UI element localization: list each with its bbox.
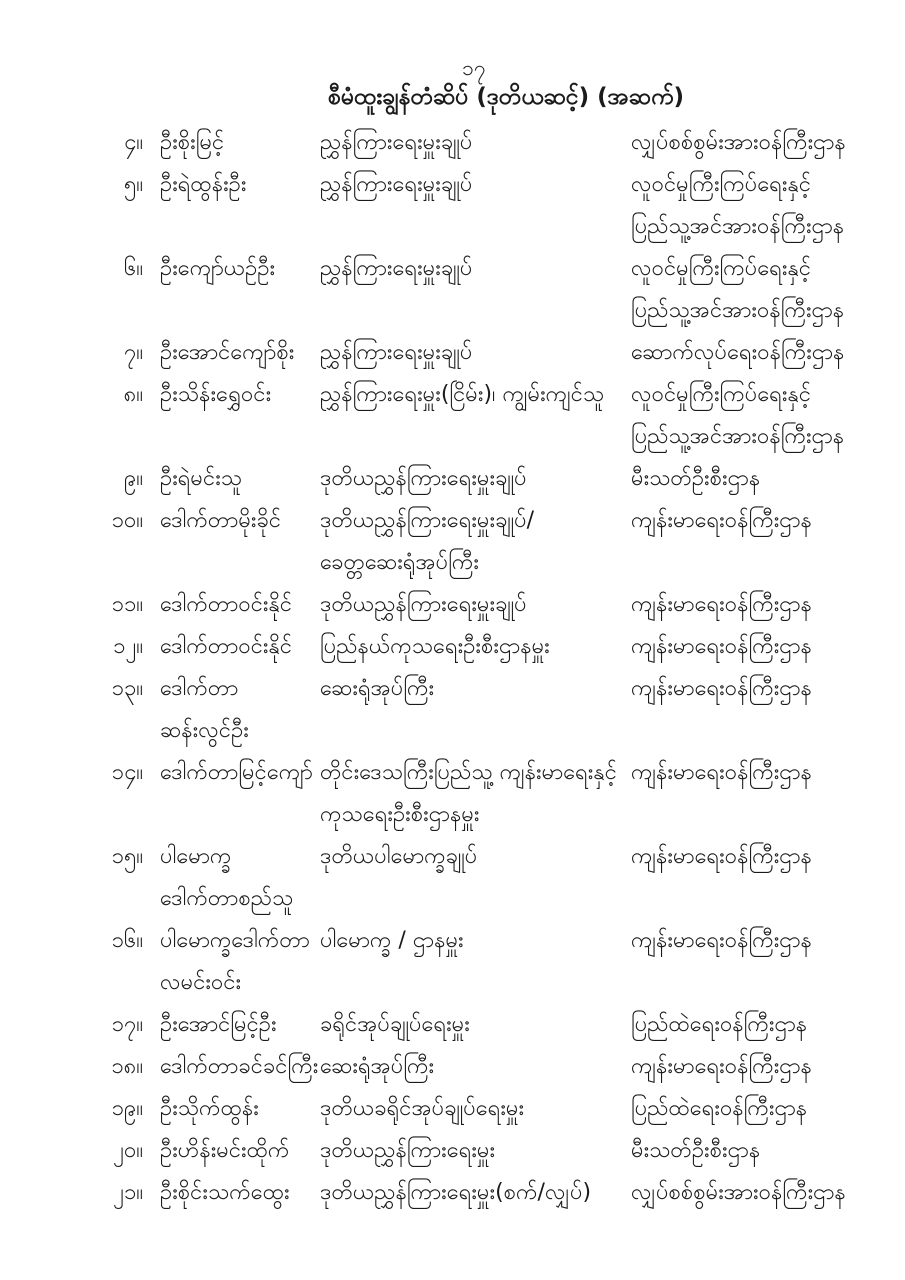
row-number: ၁၇။ — [111, 1012, 143, 1037]
row-number: ၇။ — [123, 340, 143, 365]
department-line: ပြည်ထဲရေးဝန်ကြီးဌာန — [631, 1096, 808, 1121]
row-number-cell — [0, 1046, 143, 1088]
row-number-cell — [0, 164, 143, 206]
position-line: ကုသရေးဦးစီးဌာနမှူး — [320, 802, 480, 827]
position-line: ညွှန်ကြားရေးမှူးချုပ် — [320, 172, 473, 197]
name-line: ဆန်းလွင်ဦး — [160, 718, 249, 743]
position-line: တိုင်းဒေသကြီးပြည်သူ့ ကျန်းမာရေးနှင့် — [320, 760, 617, 785]
name-line: ဒေါက်တာခင်ခင်ကြီး — [160, 1054, 319, 1079]
person-department-cell — [631, 1004, 905, 1046]
table-row — [0, 1046, 905, 1088]
position-line: ညွှန်ကြားရေးမှူးချုပ် — [320, 130, 473, 155]
person-department-cell — [631, 164, 905, 248]
row-number-cell — [0, 668, 143, 710]
table-row — [0, 626, 905, 668]
department-line: ဆောက်လုပ်ရေးဝန်ကြီးဌာန — [631, 340, 845, 365]
row-number-cell — [0, 836, 143, 878]
person-department-cell — [631, 122, 905, 164]
row-number: ၆။ — [123, 256, 143, 281]
position-line: ညွှန်ကြားရေးမှူးချုပ် — [320, 340, 473, 365]
row-number: ၂၁။ — [113, 1180, 143, 1205]
table-row — [0, 752, 905, 836]
name-line: ဦးဟိန်းမင်းထိုက် — [160, 1138, 290, 1163]
name-line: ဦးအောင်ကျော်စိုး — [160, 340, 295, 365]
row-number: ၁၅။ — [111, 844, 143, 869]
department-line: လျှပ်စစ်စွမ်းအားဝန်ကြီးဌာန — [631, 130, 846, 155]
table-row — [0, 500, 905, 584]
position-line: ဒုတိယခရိုင်အုပ်ချုပ်ရေးမှူး — [320, 1096, 525, 1121]
person-department-cell — [631, 1046, 905, 1088]
department-line: လူဝင်မှုကြီးကြပ်ရေးနှင့် — [631, 382, 812, 407]
table-row — [0, 584, 905, 626]
name-line: ဦးအောင်မြင့်ဦး — [160, 1012, 277, 1037]
position-line: ဒုတိယပါမောက္ခချုပ် — [320, 844, 478, 869]
table-row — [0, 836, 905, 920]
table-row — [0, 1130, 905, 1172]
person-position-cell — [320, 1088, 631, 1130]
name-line: ပါမောက္ခဒေါက်တာ — [160, 928, 310, 953]
table-row — [0, 122, 905, 164]
department-line: ပြည်ထဲရေးဝန်ကြီးဌာန — [631, 1012, 808, 1037]
row-number: ၁၂။ — [113, 634, 143, 659]
position-line: ခရိုင်အုပ်ချုပ်ရေးမှူး — [320, 1012, 470, 1037]
person-department-cell — [631, 1172, 905, 1214]
table-row — [0, 374, 905, 458]
row-number-cell — [0, 626, 143, 668]
person-name-cell — [143, 374, 320, 416]
row-number: ၁၃။ — [111, 676, 143, 701]
person-department-cell — [631, 374, 905, 458]
table-row — [0, 164, 905, 248]
person-department-cell — [631, 668, 905, 710]
name-line: ဦးစိုင်းသက်ထွေး — [160, 1180, 290, 1205]
table-row — [0, 1004, 905, 1046]
person-name-cell — [143, 1046, 320, 1088]
person-department-cell — [631, 248, 905, 332]
name-line: လမင်းဝင်း — [160, 970, 242, 995]
department-line: မီးသတ်ဦးစီးဌာန — [631, 466, 761, 491]
department-line: ကျန်းမာရေးဝန်ကြီးဌာန — [631, 634, 812, 659]
person-name-cell — [143, 1172, 320, 1214]
position-line: ဆေးရုံအုပ်ကြီး — [320, 676, 435, 701]
person-position-cell — [320, 1130, 631, 1172]
page-number: ၁၇ — [462, 56, 486, 80]
person-department-cell — [631, 1130, 905, 1172]
row-number: ၈။ — [123, 382, 143, 407]
row-number-cell — [0, 374, 143, 416]
table-row — [0, 332, 905, 374]
person-position-cell — [320, 332, 631, 374]
row-number: ၁၁။ — [111, 592, 143, 617]
row-number: ၂၀။ — [113, 1138, 143, 1163]
position-line: ဒုတိယညွှန်ကြားရေးမှူးချုပ် — [320, 592, 527, 617]
position-line: ဒုတိယညွှန်ကြားရေးမှူး(စက်/လျှပ်) — [320, 1180, 592, 1205]
table-row — [0, 1088, 905, 1130]
person-department-cell — [631, 920, 905, 962]
table-row — [0, 668, 905, 752]
department-line: ကျန်းမာရေးဝန်ကြီးဌာန — [631, 508, 812, 533]
person-position-cell — [320, 836, 631, 878]
department-line: မီးသတ်ဦးစီးဌာန — [631, 1138, 761, 1163]
position-line: ဆေးရုံအုပ်ကြီး — [320, 1054, 435, 1079]
person-department-cell — [631, 836, 905, 878]
person-name-cell — [143, 164, 320, 206]
person-position-cell — [320, 374, 631, 416]
row-number-cell — [0, 122, 143, 164]
person-name-cell — [143, 626, 320, 668]
department-line: လူဝင်မှုကြီးကြပ်ရေးနှင့် — [631, 172, 812, 197]
person-position-cell — [320, 248, 631, 290]
name-line: ပါမောက္ခ — [160, 844, 232, 869]
person-position-cell — [320, 500, 631, 584]
name-line: ဦးသိန်းရွှေဝင်း — [160, 382, 272, 407]
person-name-cell — [143, 1130, 320, 1172]
row-number-cell — [0, 500, 143, 542]
department-line: လူဝင်မှုကြီးကြပ်ရေးနှင့် — [631, 256, 812, 281]
row-number-cell — [0, 1172, 143, 1214]
department-line: လျှပ်စစ်စွမ်းအားဝန်ကြီးဌာန — [631, 1180, 846, 1205]
row-number: ၁၉။ — [111, 1096, 143, 1121]
department-line: ကျန်းမာရေးဝန်ကြီးဌာန — [631, 1054, 812, 1079]
person-department-cell — [631, 584, 905, 626]
department-line: ကျန်းမာရေးဝန်ကြီးဌာန — [631, 928, 812, 953]
position-line: ဒုတိယညွှန်ကြားရေးမှူး — [320, 1138, 496, 1163]
person-department-cell — [631, 1088, 905, 1130]
person-position-cell — [320, 752, 631, 836]
person-position-cell — [320, 626, 631, 668]
row-number-cell — [0, 332, 143, 374]
person-name-cell — [143, 1004, 320, 1046]
row-number-cell — [0, 1130, 143, 1172]
name-line: ဒေါက်တာဝင်းနိုင် — [160, 592, 293, 617]
name-line: ဒေါက်တာမိုးခိုင် — [160, 508, 282, 533]
position-line: ပြည်နယ်ကုသရေးဦးစီးဌာနမှူး — [320, 634, 550, 659]
table-row — [0, 458, 905, 500]
row-number: ၉။ — [123, 466, 143, 491]
person-name-cell — [143, 920, 320, 1004]
row-number-cell — [0, 248, 143, 290]
person-name-cell — [143, 668, 320, 752]
position-line: ဒုတိယညွှန်ကြားရေးမှူးချုပ် — [320, 466, 527, 491]
department-line: ကျန်းမာရေးဝန်ကြီးဌာန — [631, 760, 812, 785]
row-number: ၁၄။ — [111, 760, 143, 785]
person-department-cell — [631, 458, 905, 500]
person-name-cell — [143, 752, 320, 794]
person-department-cell — [631, 332, 905, 374]
department-line: ကျန်းမာရေးဝန်ကြီးဌာန — [631, 844, 812, 869]
person-department-cell — [631, 752, 905, 794]
person-name-cell — [143, 332, 320, 374]
table-row — [0, 248, 905, 332]
row-number: ၁၈။ — [111, 1054, 143, 1079]
roster-table — [0, 122, 905, 1214]
person-position-cell — [320, 1004, 631, 1046]
department-line: ကျန်းမာရေးဝန်ကြီးဌာန — [631, 592, 812, 617]
position-line: ခေတ္တဆေးရုံအုပ်ကြီး — [320, 550, 480, 575]
person-department-cell — [631, 500, 905, 542]
person-position-cell — [320, 668, 631, 710]
name-line: ဒေါက်တာဝင်းနိုင် — [160, 634, 293, 659]
row-number: ၁၆။ — [111, 928, 143, 953]
person-position-cell — [320, 164, 631, 206]
name-line: ဒေါက်တာ — [160, 676, 239, 701]
department-line: ပြည်သူ့အင်အားဝန်ကြီးဌာန — [631, 424, 845, 449]
table-row — [0, 920, 905, 1004]
position-line: ပါမောက္ခ / ဌာနမှူး — [320, 928, 464, 953]
department-line: ပြည်သူ့အင်အားဝန်ကြီးဌာန — [631, 298, 845, 323]
row-number: ၁၀။ — [111, 508, 143, 533]
department-line: ပြည်သူ့အင်အားဝန်ကြီးဌာန — [631, 214, 845, 239]
row-number: ၅။ — [123, 172, 143, 197]
row-number-cell — [0, 1004, 143, 1046]
name-line: ဦးစိုးမြင့် — [160, 130, 225, 155]
name-line: ဦးရဲမင်းသူ — [160, 466, 243, 491]
document-title: စီမံထူးချွန်တံဆိပ် (ဒုတိယဆင့်) (အဆက်) — [328, 84, 685, 110]
row-number: ၄။ — [123, 130, 143, 155]
person-name-cell — [143, 248, 320, 290]
person-name-cell — [143, 500, 320, 542]
person-position-cell — [320, 122, 631, 164]
position-line: ညွှန်ကြားရေးမှူးချုပ် — [320, 256, 473, 281]
person-position-cell — [320, 1172, 631, 1214]
name-line: ဒေါက်တာစည်သူ — [160, 886, 294, 911]
person-name-cell — [143, 458, 320, 500]
person-name-cell — [143, 836, 320, 920]
person-name-cell — [143, 1088, 320, 1130]
name-line: ဦးကျော်ယဉ်ဦး — [160, 256, 276, 281]
table-row — [0, 1172, 905, 1214]
person-name-cell — [143, 584, 320, 626]
row-number-cell — [0, 458, 143, 500]
row-number-cell — [0, 584, 143, 626]
department-line: ကျန်းမာရေးဝန်ကြီးဌာန — [631, 676, 812, 701]
row-number-cell — [0, 920, 143, 962]
name-line: ဦးရဲထွန်းဦး — [160, 172, 247, 197]
person-position-cell — [320, 458, 631, 500]
person-name-cell — [143, 122, 320, 164]
position-line: ညွှန်ကြားရေးမှူး(ငြိမ်း)၊ ကျွမ်းကျင်သူ — [320, 382, 605, 407]
row-number-cell — [0, 1088, 143, 1130]
name-line: ဦးသိုက်ထွန်း — [160, 1096, 259, 1121]
person-position-cell — [320, 584, 631, 626]
person-department-cell — [631, 626, 905, 668]
person-position-cell — [320, 1046, 631, 1088]
name-line: ဒေါက်တာမြင့်ကျော် — [160, 760, 313, 785]
position-line: ဒုတိယညွှန်ကြားရေးမှူးချုပ်/ — [320, 508, 535, 533]
row-number-cell — [0, 752, 143, 794]
person-position-cell — [320, 920, 631, 962]
